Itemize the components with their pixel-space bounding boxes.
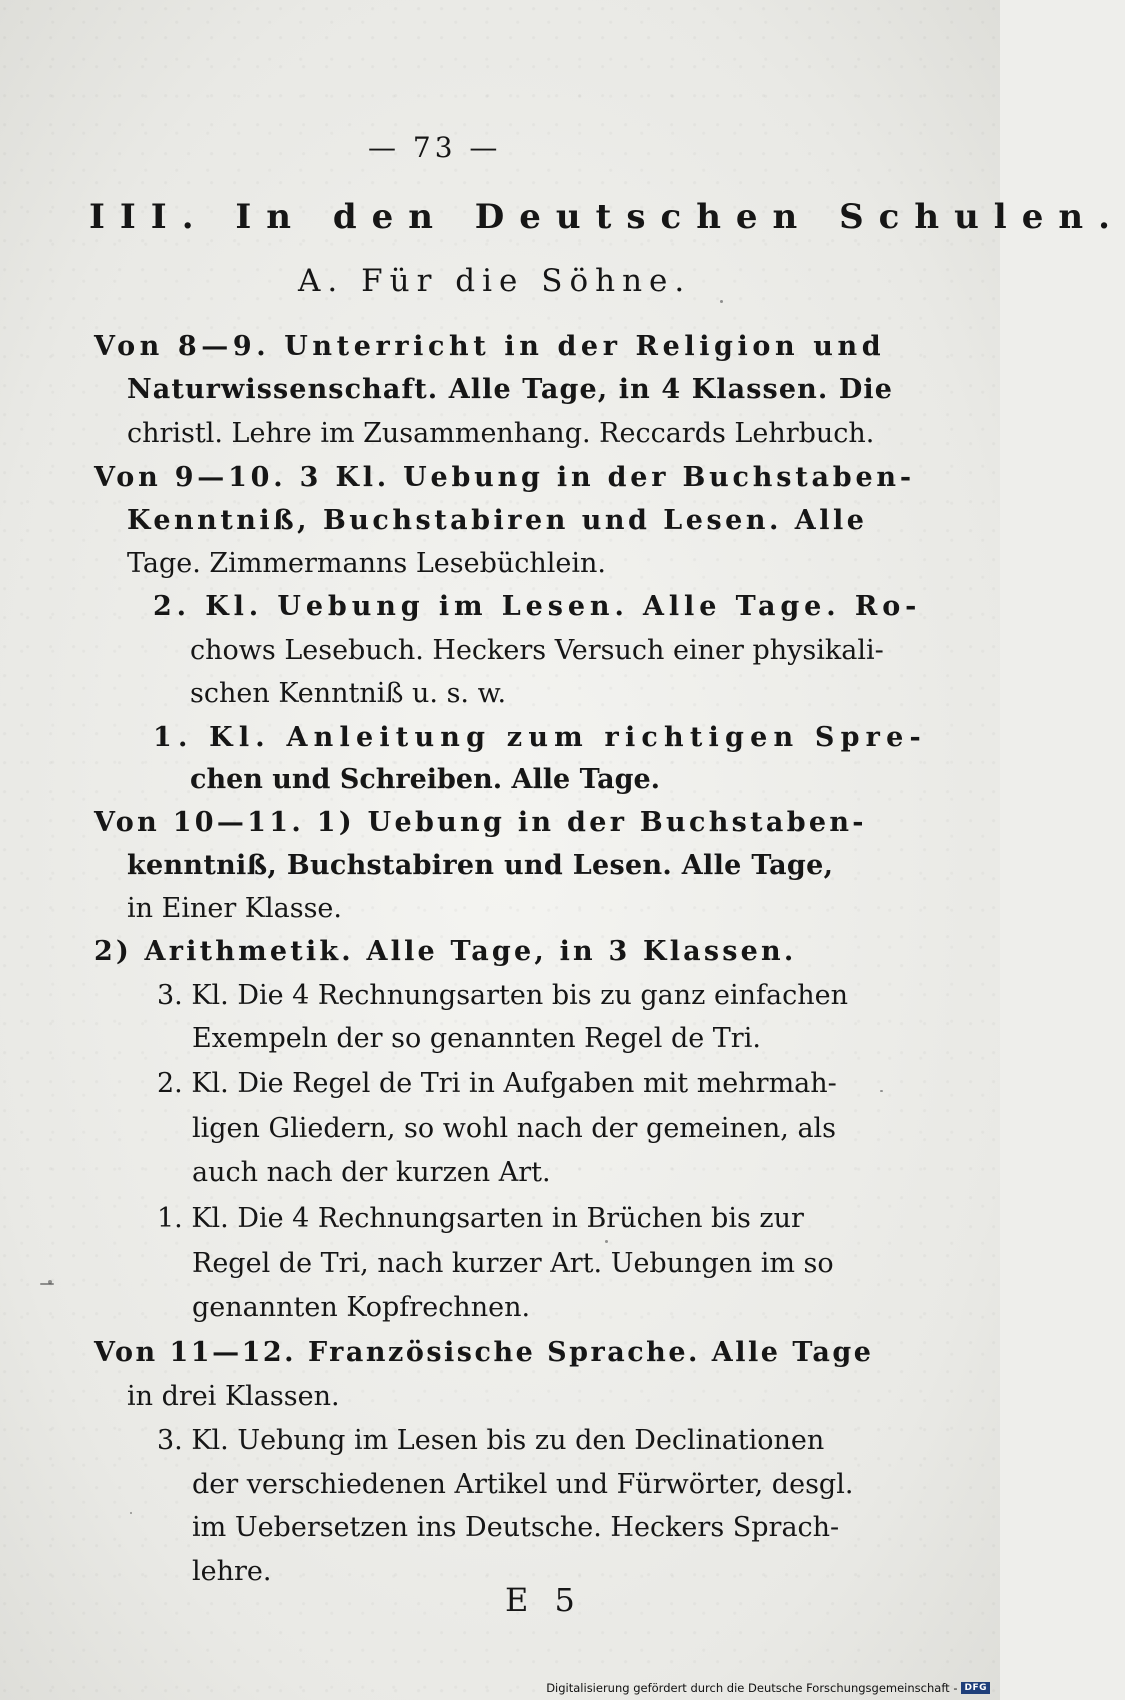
section-heading: III. In den Deutschen Schulen. [89,197,1125,237]
text-line: ligen Gliedern, so wohl nach der gemeinen, als [192,1113,837,1144]
text-line: Exempeln der so genannten Regel de Tri. [192,1023,761,1054]
text-line: 2. Kl. Uebung im Lesen. Alle Tage. Ro- [153,591,922,622]
text-line: 3. Kl. Uebung im Lesen bis zu den Declinationen [157,1425,825,1456]
text-line: 1. Kl. Anleitung zum richtigen Spre- [153,722,927,753]
subsection-heading: A. Für die Söhne. [298,263,692,299]
text-line: lehre. [192,1556,272,1587]
text-line: christl. Lehre im Zusammenhang. Reccards Lehrbuch. [127,418,875,449]
text-line: 1. Kl. Die 4 Rechnungsarten in Brüchen bis zur [157,1203,804,1234]
text-line: Von 10—11. 1) Uebung in der Buchstaben- [94,807,867,838]
page-number: — 73 — [368,131,502,164]
text-line: Naturwissenschaft. Alle Tage, in 4 Klassen. Die [127,374,894,405]
text-line: schen Kenntniß u. s. w. [190,678,507,709]
text-line: in Einer Klasse. [127,893,342,924]
text-line: 3. Kl. Die 4 Rechnungsarten bis zu ganz einfachen [157,980,848,1011]
text-line: 2. Kl. Die Regel de Tri in Aufgaben mit mehrmah- [157,1068,837,1099]
footer-credit-text: Digitalisierung gefördert durch die Deutsche Forschungsgemeinschaft - [546,1681,958,1695]
signature-mark: E 5 [505,1581,583,1619]
text-line: im Uebersetzen ins Deutsche. Heckers Sprach- [192,1512,840,1543]
text-line: genannten Kopfrechnen. [192,1292,531,1323]
text-line: Kenntniß, Buchstabiren und Lesen. Alle [127,505,868,536]
text-line: 2) Arithmetik. Alle Tage, in 3 Klassen. [94,936,797,967]
text-line: chows Lesebuch. Heckers Versuch einer physikali- [190,635,884,666]
text-line: kenntniß, Buchstabiren und Lesen. Alle Tage, [127,850,834,881]
text-line: auch nach der kurzen Art. [192,1157,551,1188]
text-line: Regel de Tri, nach kurzer Art. Uebungen im so [192,1248,834,1279]
dfg-logo: DFG [961,1682,990,1694]
text-line: Von 11—12. Französische Sprache. Alle Tage [94,1337,874,1368]
text-line: in drei Klassen. [127,1381,340,1412]
text-line: chen und Schreiben. Alle Tage. [190,764,661,795]
text-line: der verschiedenen Artikel und Fürwörter, desgl. [192,1469,854,1500]
text-line: Tage. Zimmermanns Lesebüchlein. [127,548,606,579]
text-line: Von 9—10. 3 Kl. Uebung in der Buchstaben- [94,462,915,493]
text-line: Von 8—9. Unterricht in der Religion und [94,331,886,362]
footer-credit [546,1681,990,1695]
